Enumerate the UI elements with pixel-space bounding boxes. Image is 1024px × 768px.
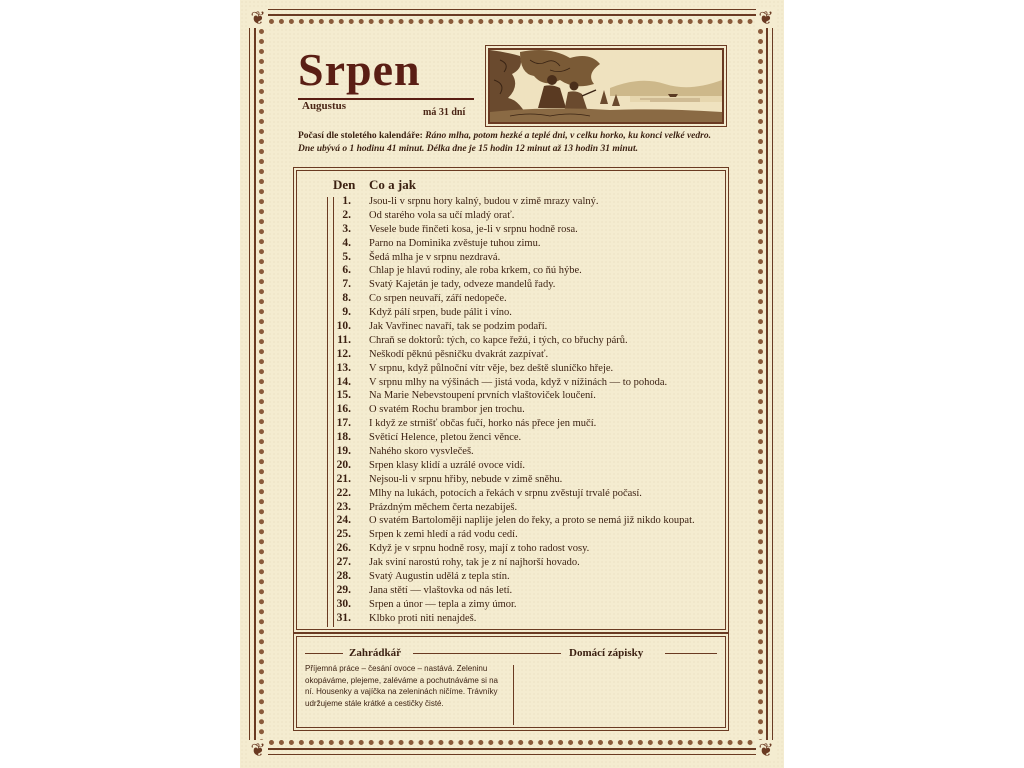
corner-ornament-icon: ❦ bbox=[756, 8, 776, 28]
table-row bbox=[297, 612, 725, 626]
day-number: 14. bbox=[336, 375, 351, 388]
sayings-table bbox=[296, 170, 726, 630]
day-number: 19. bbox=[336, 445, 351, 458]
day-number: 9. bbox=[342, 306, 351, 319]
day-number: 7. bbox=[342, 278, 351, 291]
table-row bbox=[297, 306, 725, 320]
saying-text: Jak sviní narostú rohy, tak je z ní najhorší hovado. bbox=[369, 557, 580, 569]
corner-ornament-icon: ❦ bbox=[756, 740, 776, 760]
day-number: 29. bbox=[336, 583, 351, 596]
gardener-title: Zahrádkář bbox=[349, 647, 401, 659]
engraving-illustration bbox=[488, 48, 724, 124]
table-row bbox=[297, 251, 725, 265]
corner-ornament-icon: ❦ bbox=[248, 8, 268, 28]
saying-text: V srpnu mlhy na výšinách — jistá voda, když v nížinách — to pohoda. bbox=[369, 376, 668, 388]
saying-text: Srpen k zemi hledí a rád vodu cedí. bbox=[369, 529, 518, 541]
table-row bbox=[297, 376, 725, 390]
day-number: 1. bbox=[342, 195, 351, 207]
day-number: 12. bbox=[336, 347, 351, 360]
day-number: 4. bbox=[342, 236, 351, 249]
saying-text: Vesele bude řinčeti kosa, je-li v srpnu hodně rosa. bbox=[369, 223, 578, 235]
table-row bbox=[297, 417, 725, 431]
saying-text: Chraň se doktorů: tých, co kapce řežú, i tých, co břuchy párů. bbox=[369, 334, 628, 346]
table-row bbox=[297, 584, 725, 598]
table-row bbox=[297, 501, 725, 515]
table-row bbox=[297, 348, 725, 362]
table-row bbox=[297, 528, 725, 542]
saying-text: Parno na Dominika zvěstuje tuhou zimu. bbox=[369, 237, 541, 249]
day-number: 28. bbox=[336, 570, 351, 583]
table-row bbox=[297, 362, 725, 376]
saying-text: Když pálí srpen, bude pálit i víno. bbox=[369, 307, 512, 319]
table-row bbox=[297, 431, 725, 445]
sayings-list bbox=[297, 195, 725, 626]
table-row bbox=[297, 278, 725, 292]
table-row bbox=[297, 292, 725, 306]
saying-text: Srpen a únor — tepla a zimy úmor. bbox=[369, 598, 517, 610]
table-row bbox=[297, 556, 725, 570]
gardener-text: Příjemná práce – česání ovoce – nastává. Zeleninu okopáváme, plejeme, zaléváme a pochutnáváme si na ní. Housenky a vajíčka na zeleninách ničíme. Trávníky udržujeme stále krátké a cestičky čisté. bbox=[305, 664, 498, 708]
weather-text: Ráno mlha, potom hezké a teplé dni, v celku horko, ku konci velké vedro. Dne ubývá o 1 hodinu 41 minut. Délka dne je 15 hodin 12 minut až 13 hodin 31 minut. bbox=[298, 131, 711, 154]
day-number: 13. bbox=[336, 361, 351, 374]
saying-text: Jana stětí — vlaštovka od nás letí. bbox=[369, 584, 513, 596]
saying-text: V srpnu, když půlnoční vítr věje, bez deště sluníčko hřeje. bbox=[369, 362, 614, 374]
day-number: 27. bbox=[336, 556, 351, 569]
day-number: 8. bbox=[342, 292, 351, 305]
saying-text: Prázdným měchem čerta nezabiješ. bbox=[369, 501, 518, 513]
saying-text: Svatý Augustin udělá z tepla stín. bbox=[369, 571, 510, 583]
table-row bbox=[297, 237, 725, 251]
table-row bbox=[297, 320, 725, 334]
table-row bbox=[297, 403, 725, 417]
section-rule bbox=[305, 653, 343, 654]
saying-text: Když je v srpnu hodně rosy, mají z toho radost vosy. bbox=[369, 543, 590, 555]
section-rule bbox=[413, 653, 561, 654]
table-row bbox=[297, 264, 725, 278]
day-number: 20. bbox=[336, 458, 351, 471]
day-number: 23. bbox=[336, 500, 351, 513]
day-number: 21. bbox=[336, 472, 351, 485]
saying-text: Chlap je hlavú rodiny, ale roba krkem, co ňú hýbe. bbox=[369, 265, 582, 277]
home-notes-title: Domácí zápisky bbox=[569, 647, 644, 659]
table-row bbox=[297, 570, 725, 584]
table-row bbox=[297, 445, 725, 459]
table-row bbox=[297, 334, 725, 348]
saying-text: Světicí Helence, pletou ženci věnce. bbox=[369, 432, 522, 444]
table-row bbox=[297, 195, 725, 209]
weather-label: Počasí dle stoletého kalendáře: bbox=[298, 131, 423, 141]
saying-text: Mlhy na lukách, potocích a řekách v srpnu zvěstují trvalé počasí. bbox=[369, 487, 642, 499]
day-number: 11. bbox=[337, 333, 351, 346]
day-number: 26. bbox=[336, 542, 351, 555]
bottom-section bbox=[296, 636, 726, 728]
calendar-page bbox=[240, 0, 784, 768]
table-row bbox=[297, 542, 725, 556]
days-count: má 31 dní bbox=[423, 107, 466, 118]
column-header-sayings: Co a jak bbox=[369, 177, 416, 192]
saying-text: Jak Vavřinec navaří, tak se podzim podaří. bbox=[369, 321, 548, 333]
column-header-day: Den bbox=[333, 177, 356, 192]
day-number: 6. bbox=[342, 264, 351, 277]
saying-text: I když ze strnišť občas fučí, horko nás přece jen mučí. bbox=[369, 418, 597, 430]
day-number: 10. bbox=[336, 320, 351, 333]
saying-text: Svatý Kajetán je tady, odveze mandelů řady. bbox=[369, 279, 556, 291]
month-title: Srpen bbox=[298, 44, 421, 95]
section-divider bbox=[513, 665, 514, 725]
day-number: 17. bbox=[336, 417, 351, 430]
section-rule bbox=[665, 653, 717, 654]
saying-text: Co srpen neuvaří, září nedopeče. bbox=[369, 293, 507, 305]
table-row bbox=[297, 514, 725, 528]
saying-text: O svatém Bartoloměji naplije jelen do řeky, a proto se nemá již nikdo koupat. bbox=[369, 515, 695, 527]
saying-text: Na Marie Nebevstoupení prvních vlaštoviček loučení. bbox=[369, 390, 596, 402]
day-number: 3. bbox=[342, 222, 351, 235]
table-row bbox=[297, 459, 725, 473]
table-row bbox=[297, 389, 725, 403]
latin-month-name: Augustus bbox=[302, 100, 347, 112]
table-row bbox=[297, 598, 725, 612]
saying-text: Od starého vola sa učí mladý orať. bbox=[369, 209, 515, 221]
day-number: 15. bbox=[336, 389, 351, 402]
saying-text: Nejsou-li v srpnu hřiby, nebude v zimě sněhu. bbox=[369, 473, 563, 485]
day-number: 5. bbox=[342, 250, 351, 263]
harvest-scene-icon bbox=[490, 50, 722, 122]
day-number: 2. bbox=[342, 208, 351, 221]
day-number: 16. bbox=[336, 403, 351, 416]
weather-forecast bbox=[298, 130, 726, 155]
day-number: 24. bbox=[336, 514, 351, 527]
saying-text: Nahého skoro vysvlečeš. bbox=[369, 446, 474, 458]
saying-text: Klbko proti niti nenajdeš. bbox=[369, 612, 477, 624]
table-row bbox=[297, 223, 725, 237]
saying-text: Šedá mlha je v srpnu nezdravá. bbox=[369, 251, 501, 263]
saying-text: Jsou-li v srpnu hory kalný, budou v zimě mrazy valný. bbox=[369, 196, 599, 207]
day-number: 18. bbox=[336, 431, 351, 444]
table-row bbox=[297, 473, 725, 487]
day-number: 30. bbox=[336, 597, 351, 610]
saying-text: O svatém Rochu brambor jen trochu. bbox=[369, 404, 525, 416]
saying-text: Neškodí pěknú pěsničku dvakrát zazpívať. bbox=[369, 348, 549, 360]
table-row bbox=[297, 487, 725, 501]
day-number: 22. bbox=[336, 486, 351, 499]
day-number: 31. bbox=[336, 611, 351, 624]
saying-text: Srpen klasy klidí a uzrálé ovoce vidí. bbox=[369, 459, 525, 471]
corner-ornament-icon: ❦ bbox=[248, 740, 268, 760]
table-row bbox=[297, 209, 725, 223]
day-number: 25. bbox=[336, 528, 351, 541]
